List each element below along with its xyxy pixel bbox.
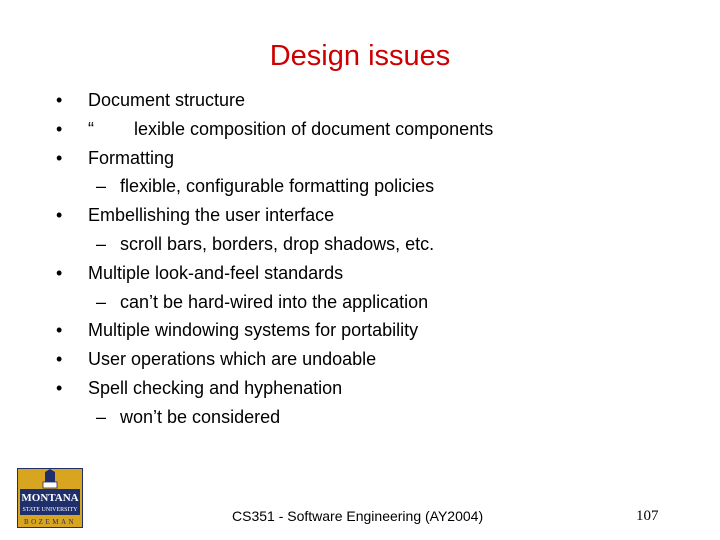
sub-bullet-item: [56, 172, 696, 201]
bullet-marker: •: [56, 147, 63, 168]
bullet-text: Formatting: [88, 147, 175, 168]
bullet-text: Document structure: [88, 90, 246, 110]
bullet-marker: •: [56, 377, 63, 398]
slide-title: Design issues: [269, 40, 451, 72]
bullet-item: [56, 115, 696, 144]
bullet-item: [56, 345, 696, 374]
sub-bullet-item: [56, 230, 696, 259]
bullet-text: Multiple look-and-feel standards: [88, 262, 344, 283]
bullet-item: [56, 316, 696, 345]
bullet-item: [56, 201, 696, 230]
bullet-list: [56, 86, 696, 432]
montana-state-logo: [17, 468, 83, 528]
logo-building-icon: [43, 482, 57, 488]
footer-text: CS351 - Software Engineering (AY2004): [232, 508, 484, 524]
logo-university-text: STATE UNIVERSITY: [22, 507, 78, 513]
bullet-item: [56, 374, 696, 403]
logo-name-text: MONTANA: [21, 492, 79, 504]
bullet-marker: •: [56, 90, 63, 110]
sub-bullet-text: can’t be hard-wired into the application: [120, 291, 429, 312]
bullet-marker: •: [56, 205, 63, 226]
sub-bullet-text: won’t be considered: [120, 406, 281, 427]
bullet-marker: •: [56, 349, 63, 370]
sub-bullet-text: scroll bars, borders, drop shadows, etc.: [120, 233, 435, 254]
bullet-text: Multiple windowing systems for portability: [88, 320, 419, 341]
bullet-marker: •: [56, 320, 63, 341]
bullet-text: “ lexible composition of document components: [88, 118, 494, 139]
logo-city-text: BOZEMAN: [23, 518, 77, 526]
bullet-marker: •: [56, 118, 63, 139]
bullet-text: Embellishing the user interface: [88, 205, 335, 226]
bullet-item: [56, 259, 696, 288]
bullet-text: User operations which are undoable: [88, 349, 377, 370]
dash-marker: –: [96, 291, 107, 312]
bullet-marker: •: [56, 262, 63, 283]
dash-marker: –: [96, 233, 107, 254]
dash-marker: –: [96, 406, 107, 427]
bullet-text: Spell checking and hyphenation: [88, 377, 343, 398]
page-number: 107: [636, 508, 659, 524]
dash-marker: –: [96, 176, 107, 197]
sub-bullet-item: [56, 288, 696, 317]
bullet-item: [56, 86, 696, 115]
sub-bullet-text: flexible, configurable formatting policies: [120, 176, 435, 197]
sub-bullet-item: [56, 403, 696, 432]
bullet-item: [56, 144, 696, 173]
